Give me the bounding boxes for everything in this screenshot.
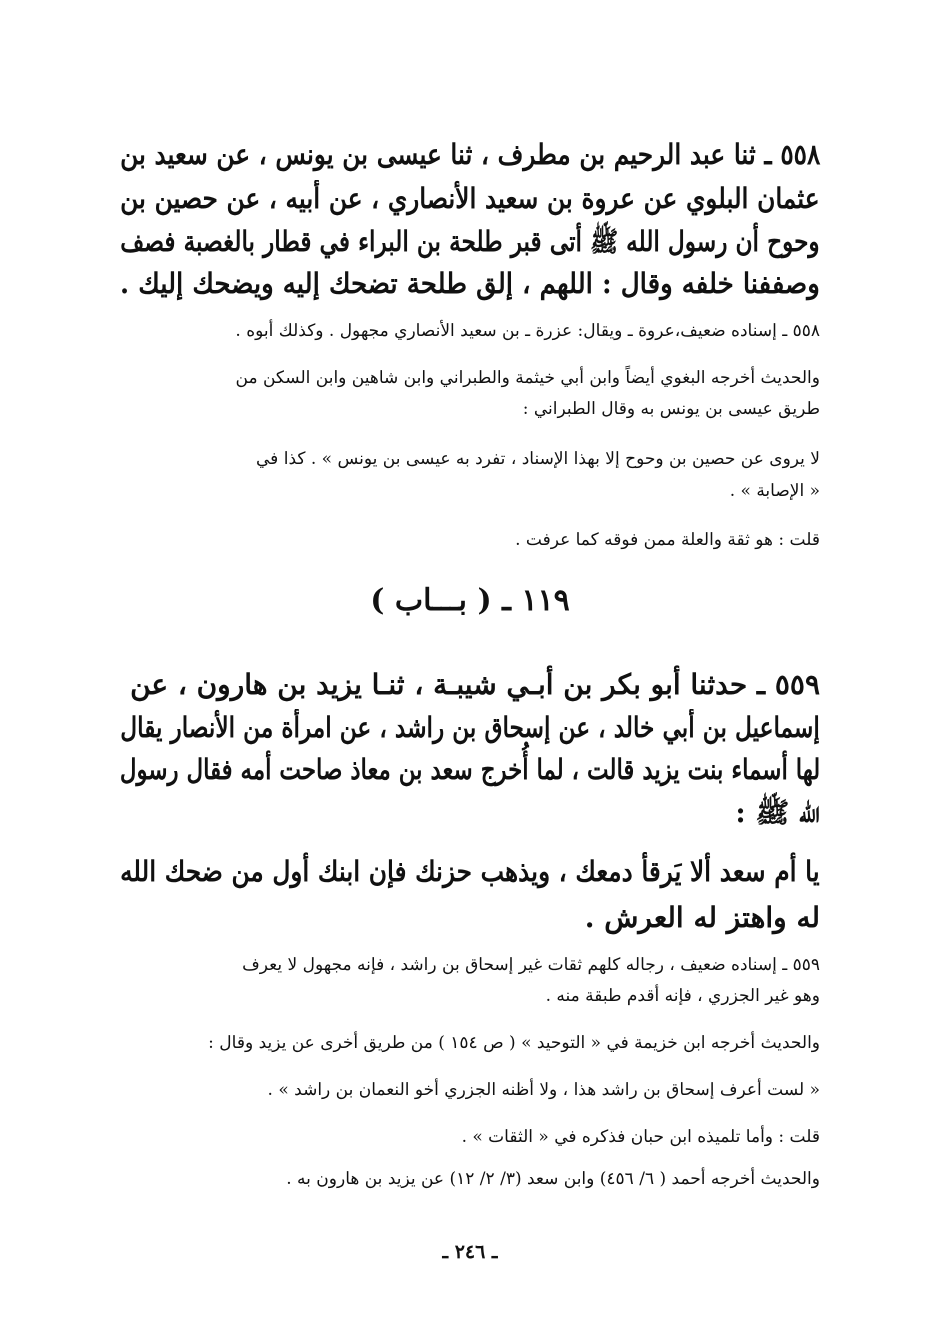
note-558-line-6: قلت : هو ثقة والعلة ممن فوقه كما عرفت .	[515, 530, 820, 550]
note-559-line-1: ٥٥٩ ـ إسناده ضعيف ، رجاله كلهم ثقات غير إسحاق بن راشد ، فإنه مجهول لا يعرف	[242, 955, 820, 975]
note-558-line-4: لا يروى عن حصين بن وحوح إلا بهذا الإسناد ، تفرد به عيسى بن يونس » . كذا في	[256, 449, 820, 469]
chapter-heading: ١١٩ ـ ( بـــاب )	[370, 583, 570, 618]
note-559-line-4: « لست أعرف إسحاق بن راشد هذا ، ولا أظنه الجزري أخو النعمان بن راشد » .	[267, 1080, 820, 1100]
hadith-559-line-4: الله ﷺ :	[735, 796, 820, 829]
note-558-line-3: طريق عيسى بن يونس به وقال الطبراني :	[522, 399, 820, 419]
hadith-559-line-5: يا أم سعد ألا يَرقأ دمعك ، ويذهب حزنك فإن ابنك أول من ضحك الله	[120, 855, 820, 888]
hadith-558-line-2: عثمان البلوي عن عروة بن سعيد الأنصاري ، عن أبيه ، عن حصين بن	[120, 182, 820, 215]
hadith-559-line-1: ٥٥٩ ـ حدثنا أبو بكر بن أبـي شيبـة ، ثنـا يزيد بن هارون ، عن	[130, 668, 820, 701]
note-559-line-5: قلت : وأما تلميذه ابن حبان فذكره في « الثقات » .	[461, 1127, 820, 1147]
hadith-558-line-1: ٥٥٨ ـ ثنا عبد الرحيم بن مطرف ، ثنا عيسى بن يونس ، عن سعيد بن	[119, 138, 820, 171]
note-559-line-2: وهو غير الجزري ، فإنه أقدم طبقة منه .	[545, 986, 820, 1006]
hadith-558-line-3: وحوح أن رسول الله ﷺ أتى قبر طلحة بن البراء في قطار بالغصبة فصف	[120, 225, 820, 258]
note-558-line-1: ٥٥٨ ـ إسناده ضعيف،عروة ـ ويقال: عزرة ـ بن سعيد الأنصاري مجهول . وكذلك أبوه .	[235, 321, 820, 341]
note-559-line-6: والحديث أخرجه أحمد ( ٦/ ٤٥٦) وابن سعد (٣/ ٢/ ١٢) عن يزيد بن هارون به .	[286, 1169, 820, 1189]
hadith-559-line-2: إسماعيل بن أبي خالد ، عن إسحاق بن راشد ، عن امرأة من الأنصار يقال	[120, 711, 820, 744]
hadith-559-line-6: له واهتز له العرش .	[584, 901, 820, 934]
page-number: ـ ٢٤٦ ـ	[442, 1241, 498, 1263]
note-558-line-5: « الإصابة » .	[729, 481, 820, 501]
hadith-559-line-3: لها أسماء بنت يزيد قالت ، لما أُخرج سعد بن معاذ صاحت أمه فقال رسول	[119, 753, 820, 786]
hadith-558-line-4: وصففنا خلفه وقال : اللهم ، إلق طلحة تضحك إليه ويضحك إليك .	[120, 267, 820, 300]
note-559-line-3: والحديث أخرجه ابن خزيمة في « التوحيد » ( ص ١٥٤ ) من طريق أخرى عن يزيد وقال :	[208, 1033, 820, 1053]
note-558-line-2: والحديث أخرجه البغوي أيضاً وابن أبي خيثمة والطبراني وابن شاهين وابن السكن من	[235, 368, 820, 388]
